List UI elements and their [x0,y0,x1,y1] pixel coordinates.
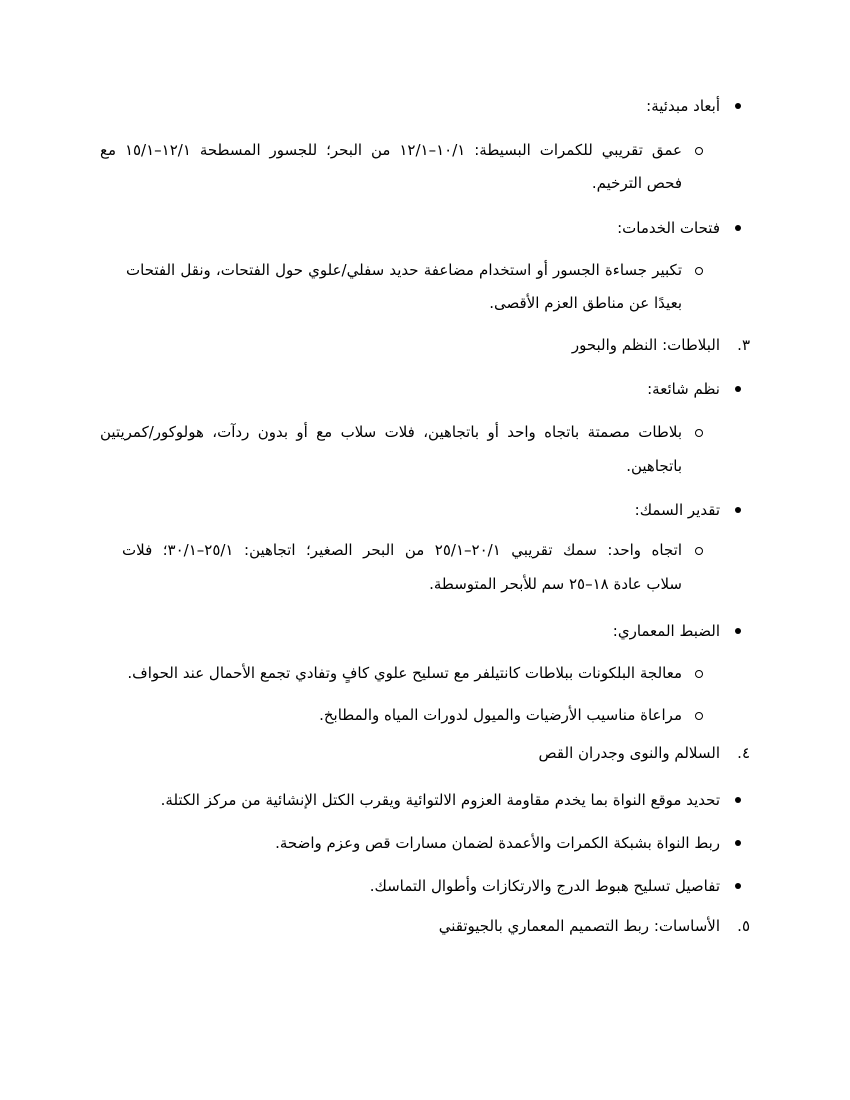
list-item-continuation: فحص الترخيم. [591,174,682,192]
sub-bullet-marker [695,147,703,155]
list-item-continuation: بعيدًا عن مناطق العزم الأقصى. [489,294,682,312]
bullet-marker [735,840,741,846]
bullet-marker [735,628,741,634]
list-item: بلاطات مصمتة باتجاه واحد أو باتجاهين، فلات سلاب مع أو بدون ردآت، هولوكور/كمريتين [100,423,682,441]
sub-bullet-marker [695,267,703,275]
list-item: نظم شائعة: [647,380,720,398]
bullet-marker [735,507,741,513]
section-number: ٣. [737,336,750,354]
bullet-marker [735,883,741,889]
bullet-marker [735,103,741,109]
list-item: ربط النواة بشبكة الكمرات والأعمدة لضمان مسارات قص وعزم واضحة. [275,834,720,852]
bullet-marker [735,797,741,803]
section-heading: الأساسات: ربط التصميم المعماري بالجيوتقني [438,917,720,935]
sub-bullet-marker [695,670,703,678]
list-item: تقدير السمك: [634,501,720,519]
bullet-marker [735,225,741,231]
sub-bullet-marker [695,712,703,720]
sub-bullet-marker [695,547,703,555]
list-item: تفاصيل تسليح هبوط الدرج والارتكازات وأطوال التماسك. [369,877,720,895]
section-heading: البلاطات: النظم والبحور [571,336,720,354]
sub-bullet-marker [695,429,703,437]
list-item: تكبير جساءة الجسور أو استخدام مضاعفة حديد سفلي/علوي حول الفتحات، ونقل الفتحات [126,261,682,279]
list-item: تحديد موقع النواة بما يخدم مقاومة العزوم الالتوائية ويقرب الكتل الإنشائية من مركز الكتلة. [160,791,720,809]
list-item: معالجة البلكونات ببلاطات كانتيلفر مع تسليح علوي كافٍ وتفادي تجمع الأحمال عند الحواف. [127,664,682,682]
section-heading: السلالم والنوى وجدران القص [538,744,720,762]
list-item-continuation: سلاب عادة ١٨–٢٥ سم للأبحر المتوسطة. [429,575,682,593]
list-item: اتجاه واحد: سمك تقريبي ٢٠/١–٢٥/١ من البحر الصغير؛ اتجاهين: ٢٥/١–٣٠/١؛ فلات [122,541,683,559]
list-item: الضبط المعماري: [612,622,720,640]
bullet-marker [735,386,741,392]
list-item: مراعاة مناسيب الأرضيات والميول لدورات المياه والمطابخ. [319,706,682,724]
list-item: أبعاد مبدئية: [646,97,720,115]
section-number: ٤. [737,744,750,762]
list-item: عمق تقريبي للكمرات البسيطة: ١٠/١–١٢/١ من البحر؛ للجسور المسطحة ١٢/١–١٥/١ مع [100,141,682,159]
list-item: فتحات الخدمات: [617,219,720,237]
list-item-continuation: باتجاهين. [626,457,682,475]
section-number: ٥. [737,917,750,935]
